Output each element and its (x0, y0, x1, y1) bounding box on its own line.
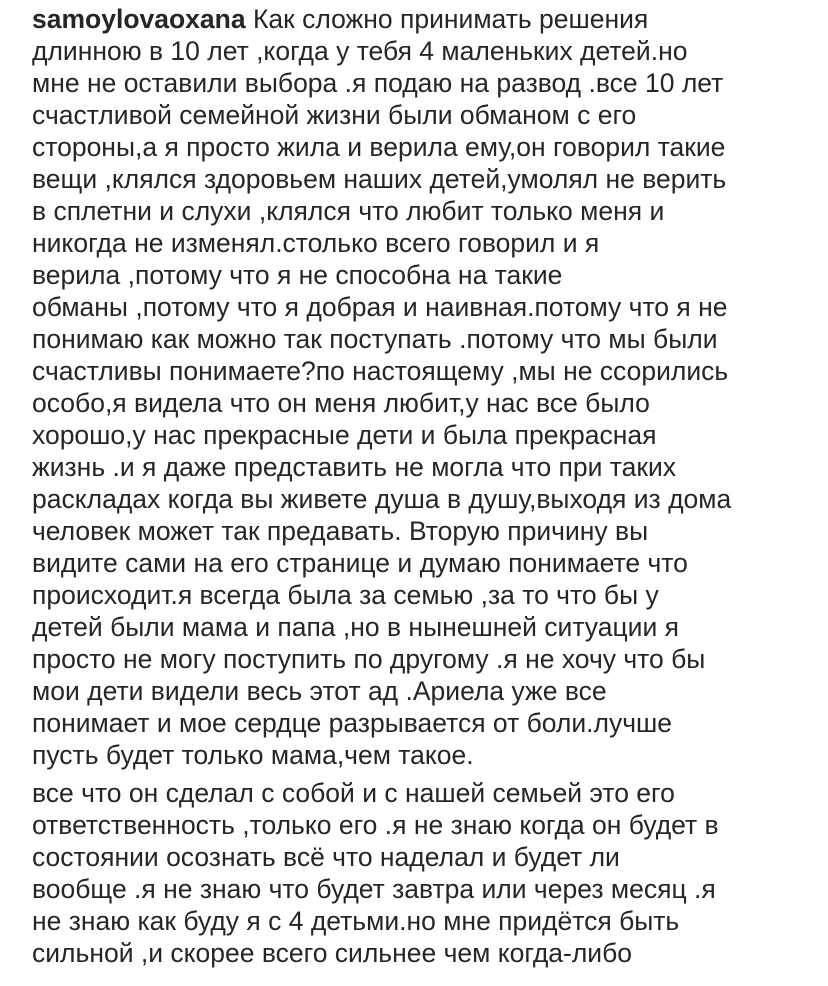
caption-line: счастливой семейной жизни были обманом с его (32, 100, 637, 130)
caption-line: счастливы понимаете?по настоящему ,мы не ссорились (32, 356, 729, 386)
caption-line: в сплетни и слухи ,клялся что любит только меня и (32, 196, 665, 226)
caption-line: детей были мама и папа ,но в нынешней ситуации я (32, 612, 679, 642)
caption-line: вообще .я не знаю что будет завтра или через месяц .я (32, 874, 716, 904)
caption-line: понимаю как можно так поступать .потому что мы были (32, 324, 718, 354)
caption-line: вещи ,клялся здоровьем наших детей,умолял не верить (32, 164, 727, 194)
caption-line: понимает и мое сердце разрывается от боли.лучше (32, 708, 673, 738)
caption-line: все что он сделал с собой и с нашей семьей это его (32, 778, 675, 808)
caption-line: ответственность ,только его .я не знаю когда он будет в (32, 810, 719, 840)
caption-line: никогда не изменял.столько всего говорил и я (32, 228, 600, 258)
caption-line (32, 3, 822, 35)
caption-line: человек может так предавать. Вторую причину вы (32, 516, 649, 546)
caption-line: особо,я видела что он меня любит,у нас все было (32, 388, 650, 418)
caption-line: просто не могу поступить по другому .я не хочу что бы (32, 644, 706, 674)
caption-line: пусть будет только мама,чем такое. (32, 740, 474, 770)
caption-line: состоянии осознать всё что наделал и будет ли (32, 842, 620, 872)
caption-line: стороны,а я просто жила и верила ему,он говорил такие (32, 132, 726, 162)
caption-line: не знаю как буду я с 4 детьми.но мне придётся быть (32, 906, 680, 936)
caption-line: хорошо,у нас прекрасные дети и была прекрасная (32, 420, 657, 450)
caption-line: обманы ,потому что я добрая и наивная.потому что я не (32, 292, 728, 322)
caption-text: Как сложно принимать решения (245, 4, 649, 34)
caption-line: жизнь .и я даже представить не могла что при таких (32, 452, 677, 482)
caption-line: видите сами на его странице и думаю понимаете что (32, 548, 688, 578)
caption-line: происходит.я всегда была за семью ,за то что бы у (32, 580, 659, 610)
caption-line: мне не оставили выбора .я подаю на развод .все 10 лет (32, 68, 724, 98)
caption-line: верила ,потому что я не способна на такие (32, 260, 563, 290)
caption-line: длинною в 10 лет ,когда у тебя 4 маленьких детей.но (32, 36, 688, 66)
post-caption (32, 3, 822, 969)
caption-line: сильной ,и скорее всего сильнее чем когда-либо (32, 938, 633, 968)
username-link[interactable]: samoylovaoxana (32, 4, 246, 34)
caption-line: раскладах когда вы живете душа в душу,выходя из дома (32, 484, 732, 514)
caption-line: мои дети видели весь этот ад .Ариела уже все (32, 676, 607, 706)
